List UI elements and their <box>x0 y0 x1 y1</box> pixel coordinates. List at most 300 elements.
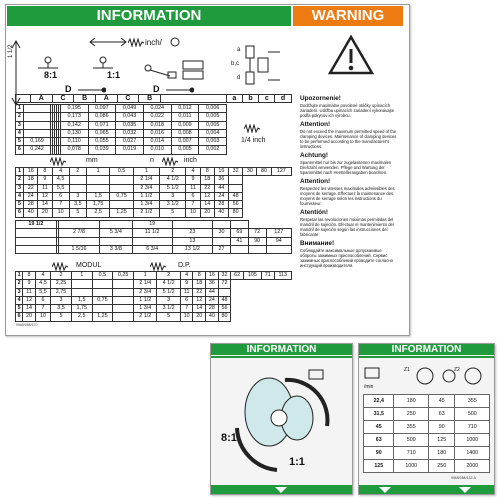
feed-table <box>15 104 227 155</box>
feed-row <box>16 138 227 146</box>
spring-dp-icon <box>150 262 166 271</box>
feed-row-cell: 0,018 <box>143 121 171 129</box>
rpm-row-cell: 500 <box>455 408 490 421</box>
modul-row-cell: 2 1/4 <box>134 280 157 288</box>
modul-row-cell: 2 <box>51 272 72 280</box>
mm-row-cell: 20 <box>38 209 52 217</box>
mm-row-cell: 28 <box>24 201 38 209</box>
mm-table <box>15 167 292 218</box>
feed-row-cell: 0,027 <box>116 138 144 146</box>
feed-row-cell: 3 <box>16 121 24 129</box>
modul-row-cell <box>113 280 134 288</box>
mm-row-cell: 9 <box>186 176 200 184</box>
mm-row-cell: 2 1/2 <box>133 209 159 217</box>
spring-modul-icon <box>52 262 68 271</box>
modul-row-cell: 1 3/4 <box>134 305 157 313</box>
modul-row-cell: 80 <box>218 313 231 321</box>
feed-row-cell: 2 <box>16 113 24 121</box>
mm-row-cell: 40 <box>214 209 228 217</box>
modul-row-cell: 2 1/2 <box>134 313 157 321</box>
modul-row-cell: 5 <box>51 313 72 321</box>
ratio-1-1-small: 1:1 <box>289 456 305 468</box>
mm-row-cell: 10 <box>186 209 200 217</box>
modul-row-cell: 14 <box>193 305 206 313</box>
mm-row-cell: 2 <box>16 176 24 184</box>
rpm-row <box>364 421 490 434</box>
feed-row-cell: 0,022 <box>143 113 171 121</box>
modul-row-cell <box>113 305 134 313</box>
modul-row-cell: 4 <box>16 296 23 304</box>
feed-row-cell: 0,039 <box>88 146 116 154</box>
panel3-title: INFORMATION <box>391 344 462 355</box>
mid-row-cell <box>213 221 231 229</box>
mm-row-cell <box>87 184 110 192</box>
modul-row-cell: 9 <box>23 280 36 288</box>
feed-row-cell: 0,242 <box>23 146 51 154</box>
modul-row-cell: 32 <box>218 272 231 280</box>
mm-row-cell: 48 <box>229 192 243 200</box>
warning-body-4: Respetar las revoluciones máximas permitidas del mandril de sujeción. Efectuar el mantenimiento del mandril de sujeción según las instrucciones del fabricante. <box>300 217 394 237</box>
mm-row-cell: 20 <box>200 209 214 217</box>
modul-row-cell: 12 <box>193 296 206 304</box>
mm-row <box>16 168 292 176</box>
mid-row-cell: 27 <box>213 245 231 253</box>
modul-row-cell: 11 <box>23 288 36 296</box>
feed-row-cell: 0,049 <box>116 105 144 113</box>
feed-row <box>16 146 227 154</box>
modul-row-cell <box>113 296 134 304</box>
modul-row-cell <box>71 288 92 296</box>
change-gears-icon <box>244 44 286 88</box>
warning-body-3: Respectez les vitesses maximales admissibles des moyens de serrage. Effectuez la maintenance des moyens de serrage selon les instructions du fournisseur. <box>300 186 395 206</box>
mm-row-cell: 24 <box>24 192 38 200</box>
mm-row-cell: 80 <box>257 168 271 176</box>
plate-code-left: 9965/058/170 <box>16 323 38 327</box>
warning-body-1: Do not exceed the maximum permitted speed of the clamping devices. Maintenance of clamping devices to be performed according to the manufacturer's instructions. <box>300 129 397 149</box>
spring-inch-icon <box>162 157 178 166</box>
modul-row-cell: 2 <box>157 272 180 280</box>
rpm-label: /min <box>364 384 374 390</box>
modul-row-cell: 7 <box>180 305 193 313</box>
modul-row-cell: 7 <box>35 305 50 313</box>
pulley-gears-icon <box>409 366 489 386</box>
warning-title-2: Achtung! <box>300 152 329 159</box>
modul-row-cell: 20 <box>193 313 206 321</box>
feed-row-cell: 0,009 <box>171 121 199 129</box>
mm-row-cell: 14 <box>200 201 214 209</box>
modul-row-cell: 1,25 <box>92 313 113 321</box>
rpm-row-cell: 90 <box>428 421 455 434</box>
mm-row-cell: 10 <box>52 209 69 217</box>
feed-row-cell <box>23 113 51 121</box>
mm-row-cell: 14 <box>38 201 52 209</box>
rpm-row-cell: 45 <box>364 421 394 434</box>
mm-row-cell: 5 <box>16 201 24 209</box>
quarter-inch-label: 1/4 inch <box>241 137 266 144</box>
mid-row-cell <box>230 245 248 253</box>
mid-row <box>16 221 292 229</box>
mm-row-cell: 40 <box>24 209 38 217</box>
rpm-row-cell: 710 <box>394 447 428 460</box>
warning-title-0: Upozornenie! <box>300 95 341 102</box>
warning-triangle-icon <box>328 34 374 76</box>
mm-row-cell: 6 <box>186 192 200 200</box>
feed-row-cell <box>23 129 51 137</box>
mm-row-cell: 8 <box>200 168 214 176</box>
feed-row-cell: 0,086 <box>88 113 116 121</box>
ratio-8-1-label: 8:1 <box>44 70 58 80</box>
modul-row <box>16 288 292 296</box>
modul-row-cell <box>92 280 113 288</box>
rpm-row-cell: 250 <box>428 460 455 473</box>
d-right-lever-icon <box>164 86 194 94</box>
label-d: d <box>237 75 241 81</box>
col-header-d: d <box>275 95 292 103</box>
feed-row <box>16 113 227 121</box>
label-bc: b,c <box>231 61 240 67</box>
rpm-row <box>364 395 490 408</box>
mm-row-cell: 2 <box>160 168 186 176</box>
mid-row-cell: 19 1/2 <box>16 221 57 229</box>
mm-row-cell <box>110 176 133 184</box>
information-header: INFORMATION <box>7 6 291 26</box>
mid-row-cell: 13 1/2 <box>172 245 213 253</box>
warning-body-2: Spannmittel nur bis zur zugelassenen maximalen Drehzahl verwenden. Pflege und Wartung der Spannmittel nach Herstellerangaben beachten. <box>300 160 392 175</box>
feed-row-cell <box>23 105 51 113</box>
rpm-row-cell: 2000 <box>455 460 490 473</box>
modul-row-cell <box>113 288 134 296</box>
feed-row-cell: 6 <box>16 146 24 154</box>
ratio-1-1-label: 1:1 <box>107 70 121 80</box>
gearbox-icon <box>180 58 206 82</box>
label-a: a <box>237 47 241 53</box>
feed-row-cell: 4 <box>16 129 24 137</box>
modul-row-cell: 3,5 <box>51 305 72 313</box>
panel2-title: INFORMATION <box>246 344 317 355</box>
mm-row-cell: 2 1/4 <box>133 176 159 184</box>
modul-row-cell: 72 <box>218 280 231 288</box>
mm-row-cell: 1 1/2 <box>133 192 159 200</box>
gear-lever-icon <box>140 62 180 80</box>
modul-row-cell: 1 <box>16 272 23 280</box>
modul-row-cell: 2,5 <box>71 313 92 321</box>
feed-row-cell: 0,195 <box>60 105 88 113</box>
feed-row-cell: 0,035 <box>116 121 144 129</box>
mm-label: mm <box>86 157 98 164</box>
mid-row-cell: 90 <box>248 237 266 245</box>
modul-row-cell: 5,5 <box>35 288 50 296</box>
feed-row-cell: 0,130 <box>60 129 88 137</box>
feed-row <box>16 129 227 137</box>
mm-row-cell: 3 1/2 <box>160 201 186 209</box>
feed-row-cell: 0,005 <box>171 146 199 154</box>
mid-row-cell <box>99 237 132 245</box>
rpm-row-cell: 31,5 <box>364 408 394 421</box>
mm-row-cell: 6 <box>52 192 69 200</box>
d-left-lever-icon <box>76 86 106 94</box>
rpm-row-cell: 1000 <box>455 434 490 447</box>
modul-row <box>16 313 292 321</box>
down-arrow-icon-right <box>459 487 471 493</box>
modul-row-cell: 40 <box>206 313 219 321</box>
d-label-left: D <box>65 84 72 94</box>
mid-row-cell: 5 3/4 <box>99 229 132 237</box>
col-header-a: a <box>227 95 243 103</box>
spring-quarter-icon <box>244 124 260 133</box>
modul-row-cell <box>92 305 113 313</box>
modul-row-cell: 10 <box>180 313 193 321</box>
mid-row-cell: 1 5/16 <box>59 245 100 253</box>
mm-row-cell <box>110 201 133 209</box>
double-arrow-icon <box>88 36 128 48</box>
feed-row-cell: 0,010 <box>143 146 171 154</box>
mm-row-cell: 11 <box>38 184 52 192</box>
modul-row-cell: 10 <box>35 313 50 321</box>
mid-row-cell <box>172 221 213 229</box>
mm-row-cell: 1 <box>16 168 24 176</box>
modul-row-cell: 24 <box>206 296 219 304</box>
modul-row-cell: 6 <box>16 313 23 321</box>
mid-row-cell: 72 <box>248 229 266 237</box>
modul-row-cell <box>71 280 92 288</box>
rpm-row-cell: 1400 <box>455 447 490 460</box>
modul-row-cell: 1 1/2 <box>134 296 157 304</box>
mm-row-cell: 5 <box>160 209 186 217</box>
inch-rev-label: inch/ <box>145 38 162 47</box>
mid-row-cell: 23 <box>172 229 213 237</box>
rpm-row <box>364 460 490 473</box>
side-label: 1 1/2 <box>8 44 14 58</box>
modul-row <box>16 296 292 304</box>
col-header-B2: B <box>139 95 161 103</box>
rpm-row <box>364 447 490 460</box>
feed-row-cell: 0,173 <box>60 113 88 121</box>
modul-row-cell: 71 <box>261 272 274 280</box>
modul-row-cell: 6 <box>35 296 50 304</box>
mid-table <box>15 220 292 254</box>
mm-row-cell: 30 <box>243 168 257 176</box>
mm-row-cell: 4 <box>16 192 24 200</box>
modul-row-cell: 1,5 <box>71 296 92 304</box>
warning-header: WARNING <box>293 6 403 26</box>
col-header-C: C <box>52 95 74 103</box>
rpm-row-cell: 125 <box>428 434 455 447</box>
mm-row-cell: 2 3/4 <box>133 184 159 192</box>
mm-row-cell <box>69 184 86 192</box>
mid-row-cell <box>16 229 57 237</box>
rpm-row-cell: 180 <box>428 447 455 460</box>
feed-row-cell: 0,006 <box>199 105 227 113</box>
mid-row-cell: 41 <box>230 237 248 245</box>
info-panel-gears <box>210 343 353 495</box>
feed-row-cell: 0,142 <box>60 121 88 129</box>
modul-row-cell <box>113 313 134 321</box>
mid-row-cell: 30 <box>213 229 231 237</box>
modul-row-cell: 4 <box>35 272 50 280</box>
modul-row-cell: 20 <box>23 313 36 321</box>
modul-table <box>15 271 292 322</box>
mm-row-cell: 1,25 <box>110 209 133 217</box>
modul-row-cell: 4,5 <box>35 280 50 288</box>
mm-row-cell: 1 <box>87 168 110 176</box>
feed-row-cell: 0,008 <box>171 129 199 137</box>
mm-row-cell <box>229 176 243 184</box>
d-label-right: D <box>153 84 160 94</box>
mid-row-cell: 19 <box>132 221 172 229</box>
mid-row <box>16 245 292 253</box>
mm-row-cell <box>110 184 133 192</box>
feed-row-cell: 0,012 <box>171 105 199 113</box>
mid-row-cell <box>59 221 100 229</box>
mid-row <box>16 229 292 237</box>
mid-row-cell: 11 1/2 <box>132 229 172 237</box>
mid-row-cell: 69 <box>230 229 248 237</box>
modul-row-cell: 0,75 <box>92 296 113 304</box>
modul-row <box>16 280 292 288</box>
mm-row <box>16 176 292 184</box>
modul-row-cell: 4 <box>180 272 193 280</box>
inch-label: inch <box>184 157 197 164</box>
mm-row-cell: 16 <box>24 168 38 176</box>
feed-row-cell <box>23 121 51 129</box>
z1-label: Z1 <box>404 367 410 373</box>
mm-row-cell: 2,5 <box>87 209 110 217</box>
rpm-row-cell: 22,4 <box>364 395 394 408</box>
modul-row-cell: 16 <box>206 272 219 280</box>
modul-row-cell: 12 <box>23 296 36 304</box>
modul-row-cell: 113 <box>274 272 291 280</box>
warning-title-1: Attention! <box>300 121 331 128</box>
col-header-A2: A <box>95 95 117 103</box>
mm-row-cell: 1,5 <box>87 192 110 200</box>
feed-row-cell: 0,004 <box>199 129 227 137</box>
modul-row <box>16 272 292 280</box>
mm-row <box>16 184 292 192</box>
mm-row-cell: 1 3/4 <box>133 201 159 209</box>
feed-row-cell: 0,043 <box>116 113 144 121</box>
mm-row-cell: 44 <box>214 184 228 192</box>
mm-row-cell: 18 <box>24 176 38 184</box>
warning-title-5: Внимание! <box>300 240 335 247</box>
dp-label: D.P. <box>178 262 191 269</box>
feed-row-cell: 0,169 <box>23 138 51 146</box>
info-panel-rpm <box>358 343 495 495</box>
mm-row-cell: 0,75 <box>110 192 133 200</box>
feed-row <box>16 105 227 113</box>
mm-row-cell <box>69 176 86 184</box>
modul-row-cell: 1 <box>71 272 92 280</box>
mid-row-cell <box>16 237 57 245</box>
rpm-row-cell: 710 <box>455 421 490 434</box>
modul-row-cell <box>92 288 113 296</box>
rpm-row-cell: 355 <box>455 395 490 408</box>
feed-row-cell: 0,003 <box>199 138 227 146</box>
feed-row-cell: 0,097 <box>88 105 116 113</box>
mm-row-cell: 24 <box>214 192 228 200</box>
rpm-row-cell: 90 <box>364 447 394 460</box>
rotation-icon <box>170 37 180 47</box>
mid-row-cell <box>132 237 172 245</box>
mm-row-cell: 7 <box>186 201 200 209</box>
modul-row-cell: 48 <box>218 296 231 304</box>
feed-row-cell: 0,014 <box>143 138 171 146</box>
modul-row-cell: 3 <box>16 288 23 296</box>
feed-row-cell: 0,110 <box>60 138 88 146</box>
mm-row-cell: 5,5 <box>52 184 69 192</box>
panel3-code: 9965/058/132-A <box>451 476 476 480</box>
modul-row-cell: 56 <box>218 305 231 313</box>
mid-row-cell <box>230 221 248 229</box>
feed-row-cell: 0,002 <box>199 146 227 154</box>
mm-row-cell: 127 <box>271 168 291 176</box>
spring-icon <box>128 38 144 47</box>
feed-row-cell: 0,016 <box>143 129 171 137</box>
wing-lever-diagram-icon <box>217 366 347 478</box>
warning-body-0: Dodržujte maximálne povolené otáčky upínacích zariadení. Udržba upínacích zariadení vykonávajte podľa pokynov ich výrobcu. <box>300 103 395 118</box>
warning-title-4: Atentión! <box>300 209 329 216</box>
mm-row-cell: 3 <box>69 192 86 200</box>
mm-row-cell: 0,5 <box>110 168 133 176</box>
mm-row-cell: 9 <box>38 176 52 184</box>
modul-row-cell: 2 <box>16 280 23 288</box>
mid-row-cell <box>59 237 100 245</box>
modul-row-cell: 5 1/2 <box>157 288 180 296</box>
modul-row-cell: 11 <box>180 288 193 296</box>
rpm-row-cell: 355 <box>394 421 428 434</box>
mm-row-cell: 1,75 <box>87 201 110 209</box>
modul-row-cell: 3 <box>157 296 180 304</box>
mid-row-cell <box>248 245 266 253</box>
modul-row-cell: 105 <box>243 272 261 280</box>
modul-label: MODUL <box>76 262 102 269</box>
modul-row-cell: 2 3/4 <box>134 288 157 296</box>
mid-row <box>16 237 292 245</box>
feed-row-cell: 0,071 <box>88 121 116 129</box>
mm-row-cell: 22 <box>200 184 214 192</box>
mm-row-cell: 28 <box>214 201 228 209</box>
mid-row-cell: 94 <box>266 237 292 245</box>
rpm-row-cell: 500 <box>394 434 428 447</box>
feed-row-cell: 5 <box>16 138 24 146</box>
modul-row-cell: 62 <box>231 272 244 280</box>
col-header-A: A <box>31 95 53 103</box>
feed-row <box>16 121 227 129</box>
mid-row-cell <box>99 221 132 229</box>
feed-row-cell: 0,005 <box>199 121 227 129</box>
mm-row <box>16 192 292 200</box>
mid-row-cell <box>16 245 57 253</box>
mid-row-cell: 6 3/4 <box>132 245 172 253</box>
modul-row-cell: 1 <box>134 272 157 280</box>
feed-row-cell: 0,065 <box>88 129 116 137</box>
modul-row-cell: 22 <box>193 288 206 296</box>
mm-row-cell: 3 <box>160 192 186 200</box>
modul-row-cell: 36 <box>206 280 219 288</box>
modul-row-cell: 9 <box>180 280 193 288</box>
abcd-header <box>226 94 292 103</box>
rpm-row <box>364 408 490 421</box>
mid-row-cell: 13 <box>172 237 213 245</box>
feed-row-cell: 0,005 <box>199 113 227 121</box>
rpm-row-cell: 250 <box>394 408 428 421</box>
modul-row-cell: 0,5 <box>92 272 113 280</box>
modul-row-cell: 3 <box>51 296 72 304</box>
modul-row-cell: 1,75 <box>71 305 92 313</box>
down-arrow-icon <box>275 487 287 493</box>
ratio-8-1-small: 8:1 <box>221 432 237 444</box>
mm-row-cell: 8 <box>38 168 52 176</box>
feed-row-cell: 0,055 <box>88 138 116 146</box>
